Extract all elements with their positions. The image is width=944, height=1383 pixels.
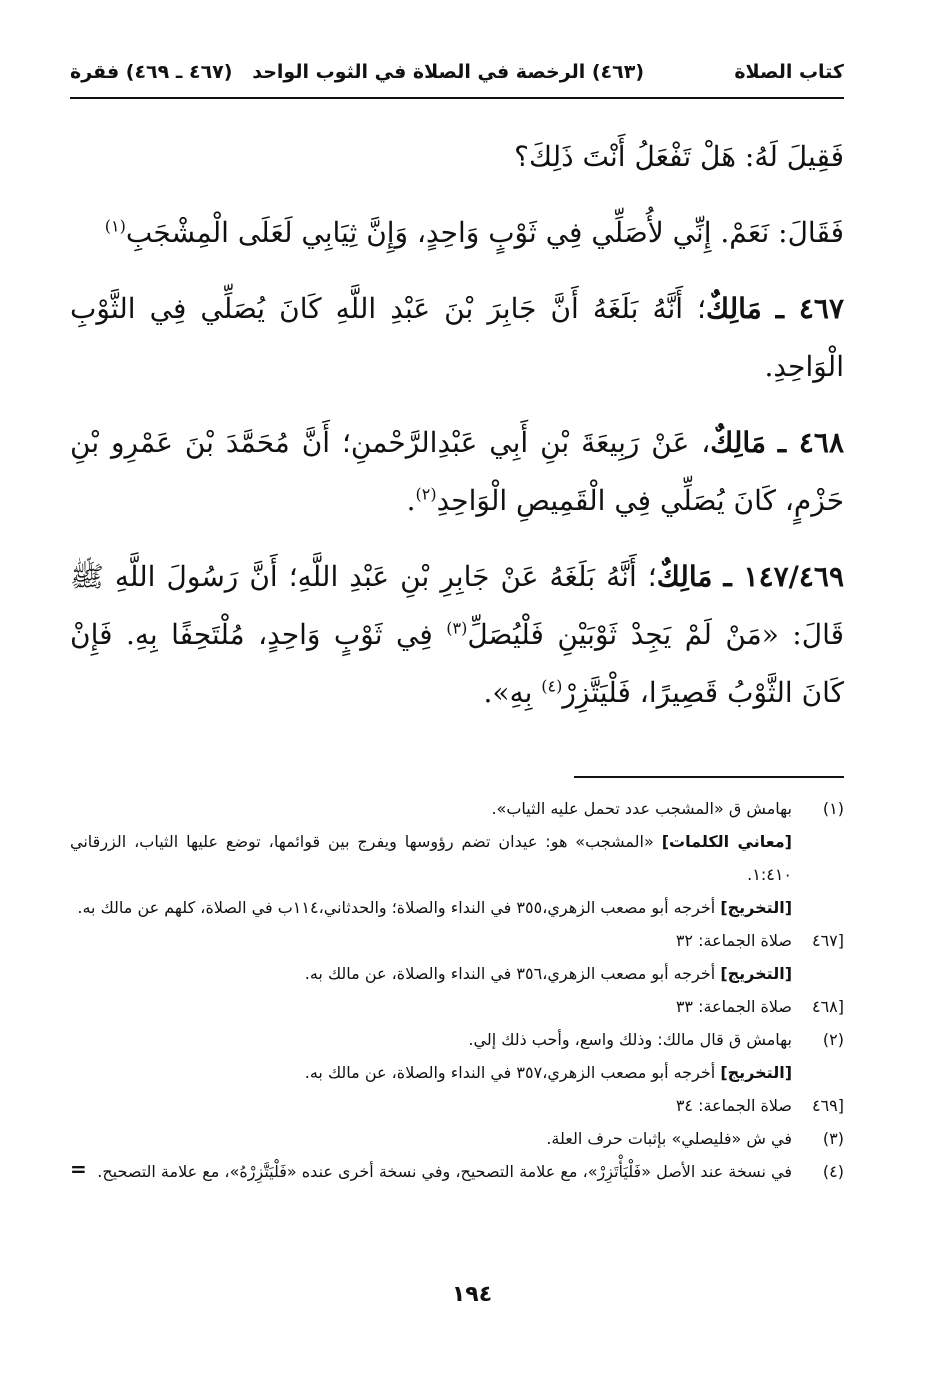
reference-marker-468: [٤٦٨: [811, 997, 844, 1016]
hadith-467: [70, 280, 844, 396]
meanings-tag: [معاني الكلمات]: [661, 832, 792, 851]
answer-text: فَقَالَ: نَعَمْ. إِنِّي لأُصَلِّي فِي ثَوْبٍ وَاحِدٍ، وَإِنَّ ثِيَابِي لَعَلَى الْمِشْجَبِ: [125, 216, 844, 249]
footnote-2-takhrij: [70, 1056, 792, 1089]
hadith-text-469-a: ؛ أَنَّهُ بَلَغَهُ عَنْ جَابِرِ بْنِ عَبْدِ اللَّهِ؛ أَنَّ رَسُولَ اللَّهِ ﷺ قَالَ: «مَنْ لَمْ يَجِدْ ثَوْبَيْنِ فَلْيُصَلِّ: [70, 560, 844, 651]
footnote-1-takhrij: [70, 891, 792, 924]
footnote-ref-1[interactable]: (١): [104, 216, 126, 236]
paragraph-range: (٤٦٧ ـ ٤٦٩) فقرة: [70, 61, 233, 83]
page-number: ١٩٤: [451, 1282, 493, 1307]
reference-469: [70, 1089, 844, 1122]
reference-marker-469: [٤٦٩: [811, 1096, 844, 1115]
reference-467: [70, 924, 844, 990]
reference-468: [70, 990, 844, 1023]
paragraph-answer: [70, 204, 844, 262]
reference-468-text: صلاة الجماعة: ٣٣: [675, 997, 792, 1016]
running-head: [70, 52, 844, 92]
takhrij-text: أخرجه أبو مصعب الزهري،٣٥٥ في النداء والصلاة؛ والحدثاني،١١٤ب في الصلاة، كلهم عن مالك به.: [77, 898, 721, 917]
continuation-mark: =: [70, 1157, 87, 1181]
footnote-1-text: بهامش ق «المشجب عدد تحمل عليه الثياب».: [491, 799, 792, 818]
hadith-text-468: ، عَنْ رَبِيعَةَ بْنِ أَبِي عَبْدِالرَّحْمنِ؛ أَنَّ مُحَمَّدَ بْنَ عَمْرِو بْنِ حَزْمٍ، كَانَ يُصَلِّي فِي الْقَمِيصِ الْوَاحِدِ: [70, 426, 844, 517]
footnote-ref-3[interactable]: (٣): [446, 618, 468, 638]
hadith-number-467: ٤٦٧ ـ: [775, 292, 845, 325]
narrator-469: مَالِكٌ: [656, 560, 713, 593]
reference-469-text: صلاة الجماعة: ٣٤: [675, 1096, 792, 1115]
hadith-text-467: ؛ أَنَّهُ بَلَغَهُ أَنَّ جَابِرَ بْنَ عَبْدِ اللَّهِ كَانَ يُصَلِّي فِي الثَّوْبِ الْوَاحِدِ.: [70, 292, 844, 383]
footnote-4: [70, 1155, 844, 1188]
reference-467-takhrij: [70, 957, 792, 990]
hadith-468: [70, 414, 844, 530]
chapter-title: (٤٦٣) الرخصة في الصلاة في الثوب الواحد: [252, 61, 644, 83]
takhrij-text: أخرجه أبو مصعب الزهري،٣٥٦ في النداء والصلاة، عن مالك به.: [304, 964, 721, 983]
hadith-text-469-c: بِهِ».: [483, 676, 542, 709]
footnote-ref-2[interactable]: (٢): [415, 484, 437, 504]
footnote-1: [70, 792, 844, 924]
hadith-number-469: ١٤٧/٤٦٩ ـ: [723, 560, 845, 593]
hadith-number-468: ٤٦٨ ـ: [777, 426, 845, 459]
footnote-marker-3: (٣): [822, 1129, 844, 1148]
takhrij-text: أخرجه أبو مصعب الزهري،٣٥٧ في النداء والصلاة، عن مالك به.: [304, 1063, 721, 1082]
narrator-468: مَالِكٌ: [710, 426, 766, 459]
hadith-text-469-b: فِي ثَوْبٍ وَاحِدٍ، مُلْتَحِفًا بِهِ. فَإِنْ كَانَ الثَّوْبُ قَصِيرًا، فَلْيَتَّزِرْ: [70, 618, 844, 709]
main-text: [70, 128, 844, 740]
takhrij-tag: [التخريج]: [720, 964, 792, 983]
footnote-marker-2: (٢): [822, 1030, 844, 1049]
narrator-467: مَالِكٌ: [706, 292, 762, 325]
reference-467-text: صلاة الجماعة: ٣٢: [675, 931, 792, 950]
footnote-marker-1: (١): [822, 799, 844, 818]
footnote-rule: [574, 776, 844, 778]
header-rule: [70, 97, 844, 99]
paragraph-question: فَقِيلَ لَهُ: هَلْ تَفْعَلُ أَنْتَ ذَلِكَ؟: [514, 140, 844, 173]
footnote-1-meanings: [70, 825, 792, 891]
footnote-2-text: بهامش ق قال مالك: وذلك واسع، وأحب ذلك إلي.: [468, 1030, 792, 1049]
reference-marker-467: [٤٦٧: [811, 931, 844, 950]
footnote-3-text: في ش «فليصلي» بإثبات حرف العلة.: [546, 1129, 792, 1148]
takhrij-tag: [التخريج]: [720, 898, 792, 917]
footnotes: [70, 792, 844, 1188]
book-title: كتاب الصلاة: [734, 61, 844, 83]
hadith-end-468: .: [406, 484, 416, 517]
footnote-3: [70, 1122, 844, 1155]
footnote-marker-4: (٤): [822, 1162, 844, 1181]
hadith-469: [70, 548, 844, 722]
footnote-ref-4[interactable]: (٤): [541, 676, 563, 696]
footnote-2: [70, 1023, 844, 1089]
takhrij-tag: [التخريج]: [720, 1063, 792, 1082]
meanings-text: «المشجب» هو: عيدان تضم رؤوسها ويفرج بين قوائمها، توضع عليها الثياب، الزرقاني ١:٤١٠.: [70, 832, 792, 884]
footnote-4-text: في نسخة عند الأصل «فَلْيَأْتَزِرْ»، مع علامة التصحيح، وفي نسخة أخرى عنده «فَلْيَتَّزِرْهُ»، مع علامة التصحيح.: [97, 1162, 792, 1181]
